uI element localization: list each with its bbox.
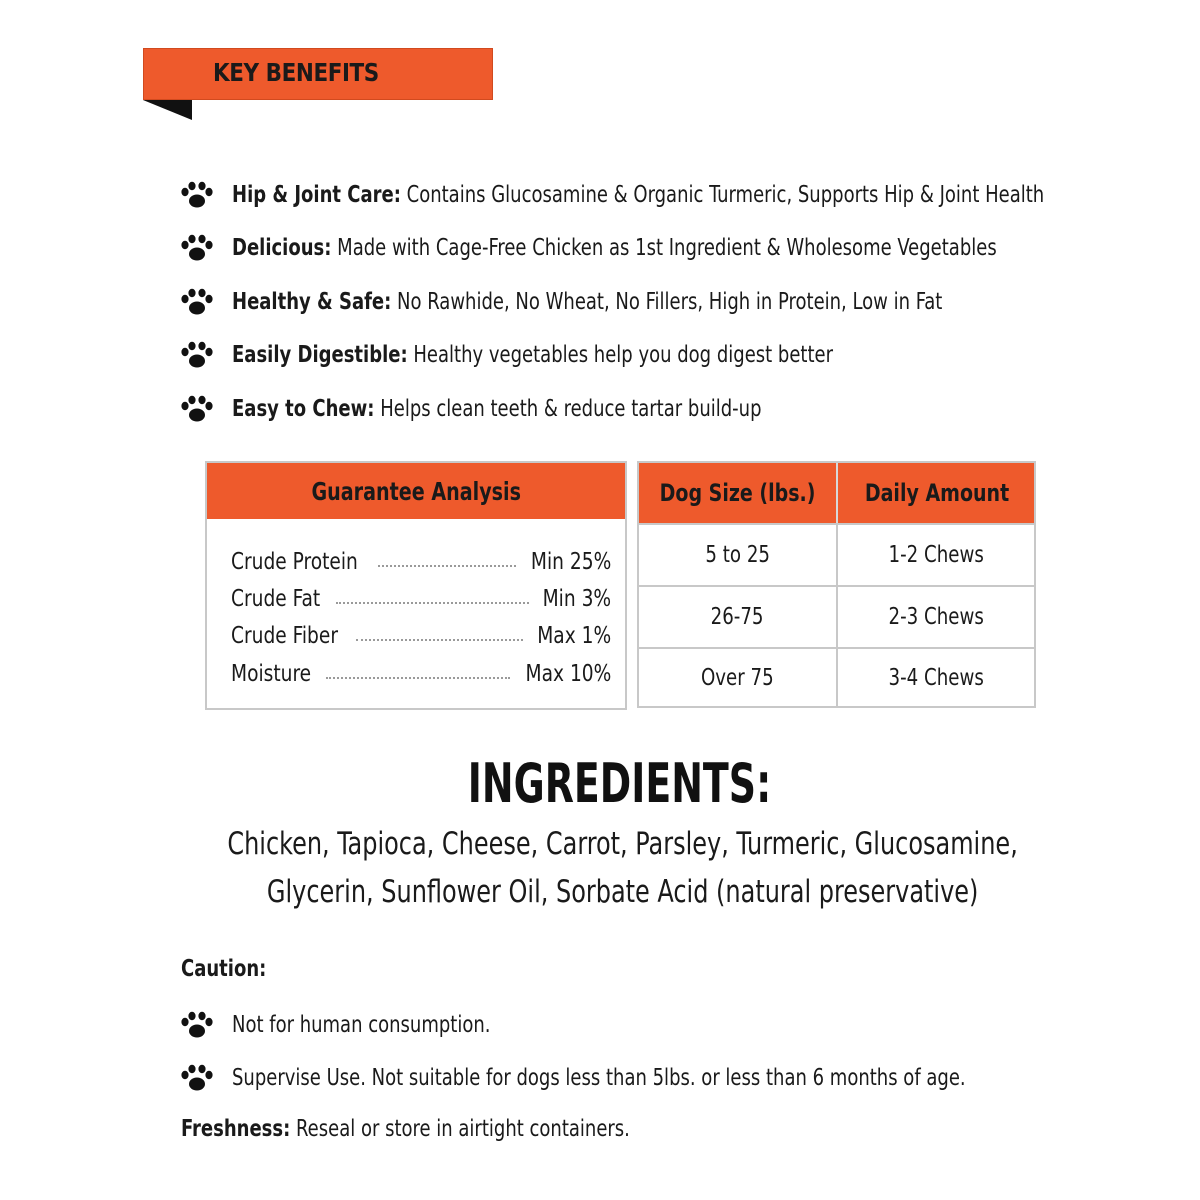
analysis-name: Crude Fiber	[231, 623, 338, 649]
guarantee-analysis-table	[205, 461, 627, 710]
freshness-text: Reseal or store in airtight containers.	[290, 1116, 630, 1142]
benefit-text: Healthy vegetables help you dog digest better	[407, 342, 834, 369]
daily-amount-cell: 1-2 Chews	[888, 542, 985, 568]
benefit-label: Hip & Joint Care:	[232, 181, 401, 208]
ingredients-title: INGREDIENTS:	[468, 752, 772, 815]
dotted-leader	[336, 602, 529, 604]
dotted-leader	[356, 639, 523, 641]
benefits-list	[180, 168, 1140, 436]
paw-icon	[180, 1064, 214, 1092]
benefit-item	[180, 275, 1140, 329]
caution-list	[180, 998, 1140, 1105]
dosage-table	[637, 461, 1036, 708]
dotted-leader	[326, 677, 510, 679]
analysis-row	[231, 619, 611, 653]
analysis-value: Max 10%	[525, 661, 611, 687]
paw-icon	[180, 395, 214, 423]
analysis-header	[207, 463, 625, 519]
ingredients-line-2: Glycerin, Sunflower Oil, Sorbate Acid (natural preservative)	[267, 874, 979, 910]
analysis-name: Moisture	[231, 661, 312, 687]
analysis-name: Crude Protein	[231, 549, 358, 575]
header-daily-amount: Daily Amount	[864, 479, 1009, 507]
banner-fold	[143, 100, 192, 120]
benefit-label: Easy to Chew:	[232, 395, 375, 422]
benefit-text: Helps clean teeth & reduce tartar build-up	[374, 395, 762, 422]
paw-icon	[180, 1011, 214, 1039]
analysis-value: Min 25%	[530, 549, 611, 575]
ingredients-line-1: Chicken, Tapioca, Cheese, Carrot, Parsley, Turmeric, Glucosamine,	[227, 826, 1019, 862]
benefit-item	[180, 222, 1140, 276]
analysis-value: Max 1%	[537, 623, 611, 649]
key-benefits-banner	[143, 48, 493, 100]
freshness-label: Freshness:	[181, 1116, 291, 1142]
analysis-row	[231, 657, 611, 691]
dog-size-cell: 26-75	[711, 604, 764, 630]
header-dog-size: Dog Size (lbs.)	[659, 479, 816, 507]
analysis-name: Crude Fat	[231, 586, 321, 612]
banner-title: KEY BENEFITS	[213, 58, 379, 87]
analysis-row	[231, 545, 611, 579]
analysis-row	[231, 582, 611, 616]
benefit-label: Healthy & Safe:	[232, 288, 392, 315]
analysis-title: Guarantee Analysis	[311, 476, 521, 506]
paw-icon	[180, 341, 214, 369]
benefit-text: Made with Cage-Free Chicken as 1st Ingredient & Wholesome Vegetables	[331, 235, 997, 262]
benefit-label: Easily Digestible:	[232, 342, 408, 369]
daily-amount-cell: 3-4 Chews	[888, 664, 985, 691]
benefit-item	[180, 329, 1140, 383]
daily-amount-cell: 2-3 Chews	[888, 604, 985, 630]
paw-icon	[180, 288, 214, 316]
caution-title: Caution:	[181, 956, 267, 982]
caution-item	[180, 1052, 1140, 1106]
benefit-text: Contains Glucosamine & Organic Turmeric, Supports Hip & Joint Health	[400, 181, 1045, 208]
caution-text: Supervise Use. Not suitable for dogs less than 5lbs. or less than 6 months of age.	[232, 1065, 966, 1092]
analysis-value: Min 3%	[542, 586, 611, 612]
caution-text: Not for human consumption.	[232, 1011, 491, 1038]
paw-icon	[180, 181, 214, 209]
paw-icon	[180, 234, 214, 262]
dog-size-cell: 5 to 25	[705, 542, 770, 568]
caution-item	[180, 998, 1140, 1052]
benefit-label: Delicious:	[232, 235, 332, 262]
benefit-text: No Rawhide, No Wheat, No Fillers, High in Protein, Low in Fat	[391, 288, 943, 315]
benefit-item	[180, 168, 1140, 222]
dog-size-cell: Over 75	[701, 664, 774, 691]
benefit-item	[180, 382, 1140, 436]
dotted-leader	[378, 565, 516, 567]
freshness-note	[181, 1116, 630, 1142]
